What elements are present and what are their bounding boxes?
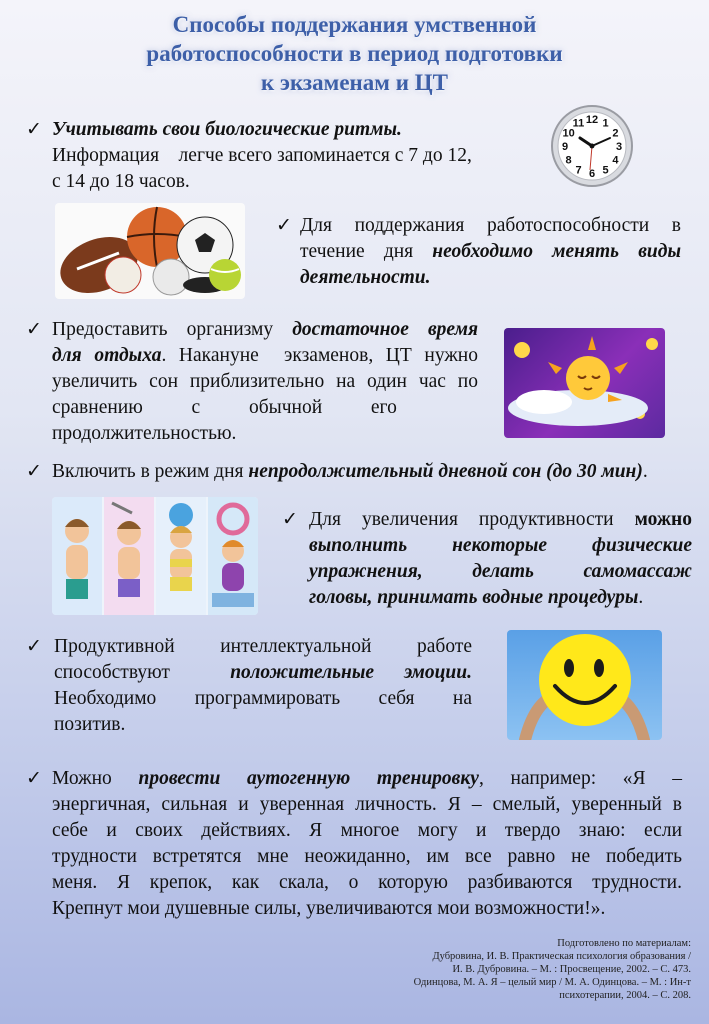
tip-text-line: Для поддержания работоспособности в <box>300 215 681 236</box>
children-water-procedures-icon <box>52 497 258 615</box>
references-heading: Подготовлено по материалам: <box>557 938 691 949</box>
tip-text-line: Необходимо программировать себя на <box>54 688 472 709</box>
clock-number: 6 <box>588 168 596 180</box>
sleeping-sun-icon <box>504 328 665 438</box>
tip-text-line: Включить в режим дня непродолжительный дневной сон (до 30 мин). <box>52 461 648 482</box>
page-title <box>0 10 709 97</box>
reference-line: Одинцова, М. А. Я – целый мир / М. А. Одинцова. – М. : Ин-т <box>413 977 691 988</box>
tip-day-nap <box>26 459 706 485</box>
clock-number: 10 <box>562 127 575 140</box>
reference-line: психотерапии, 2004. – С. 208. <box>559 990 691 1001</box>
check-mark-icon: ✓ <box>276 215 292 236</box>
check-mark-icon: ✓ <box>26 461 42 482</box>
clock-number: 7 <box>575 164 582 177</box>
tip-text-line: себе и своих действиях. Я многое могу и твердо знаю: если <box>52 820 682 841</box>
tip-text-line: упражнения, делать самомассаж <box>309 561 692 582</box>
tip-text-line: течение дня необходимо менять виды <box>300 241 681 262</box>
check-mark-icon: ✓ <box>282 509 298 530</box>
check-mark-icon: ✓ <box>26 119 42 140</box>
tip-autogenic-training <box>26 766 682 922</box>
tip-text-line: трудности встретятся мне неожиданно, им все равно не победить <box>52 846 682 867</box>
title-line-3: к экзаменам и ЦТ <box>261 70 448 95</box>
clock-number: 11 <box>572 117 585 130</box>
reference-line: Дубровина, И. В. Практическая психология образования / <box>432 951 691 962</box>
tip-text-line: деятельности. <box>300 267 431 288</box>
title-line-2: работоспособности в период подготовки <box>146 41 563 66</box>
tip-text-line: увеличить сон приблизительно на один час по <box>52 371 478 392</box>
reference-line: И. В. Дубровина. – М. : Просвещение, 2002. – С. 473. <box>452 964 691 975</box>
clock-number: 5 <box>602 164 609 177</box>
tip-text-line: для отдыха. Накануне экзаменов, ЦТ нужно <box>52 345 478 366</box>
title-line-1: Способы поддержания умственной <box>172 12 537 37</box>
tip-positive-emotions <box>26 634 472 738</box>
tip-lead: Учитывать свои биологические ритмы. <box>52 119 402 140</box>
tip-text-line: Можно провести аутогенную тренировку, например: «Я – <box>52 768 682 789</box>
tip-text-line: сравнению с обычной его <box>52 397 397 418</box>
sports-balls-icon <box>55 203 245 299</box>
tip-text-line: с 14 до 18 часов. <box>52 171 190 192</box>
tip-text-line: способствуют положительные эмоции. <box>54 662 472 683</box>
check-mark-icon: ✓ <box>26 636 42 657</box>
clock-number: 3 <box>615 141 623 153</box>
references <box>331 937 691 1002</box>
tip-text-line: Продуктивной интеллектуальной работе <box>54 636 472 657</box>
tip-text-line: Для увеличения продуктивности можно <box>309 509 692 530</box>
clock-number: 2 <box>612 127 619 140</box>
tip-rest-time <box>26 317 478 447</box>
tip-text-line: Информация легче всего запоминается с 7 до 12, <box>52 145 472 166</box>
clock-number: 12 <box>585 114 599 126</box>
tip-change-activities <box>276 213 681 291</box>
clock-number: 1 <box>602 117 609 130</box>
tip-text-line: позитив. <box>54 714 126 735</box>
tip-text-line: меня. Я крепок, как скала, о которую разбиваются трудности. <box>52 872 682 893</box>
tip-text-line: Крепнут мои душевные силы, увеличиваются мои возможности!». <box>52 898 606 919</box>
tip-text-line: энергичная, сильная и уверенная личность. Я – смелый, уверенный в <box>52 794 682 815</box>
tip-text-line: продолжительностью. <box>52 423 237 444</box>
smiley-balloon-icon <box>507 630 662 740</box>
check-mark-icon: ✓ <box>26 319 42 340</box>
clock-number: 4 <box>612 154 619 167</box>
tip-text-line: Предоставить организму достаточное время <box>52 319 478 340</box>
check-mark-icon: ✓ <box>26 768 42 789</box>
clock-number: 8 <box>565 154 572 167</box>
clock-number: 9 <box>561 141 569 153</box>
tip-biological-rhythms <box>26 117 516 195</box>
wall-clock-icon <box>550 104 634 188</box>
tip-text-line: головы, принимать водные процедуры. <box>309 587 644 608</box>
tip-text-line: выполнить некоторые физические <box>309 535 692 556</box>
tip-physical-exercise <box>282 507 692 611</box>
